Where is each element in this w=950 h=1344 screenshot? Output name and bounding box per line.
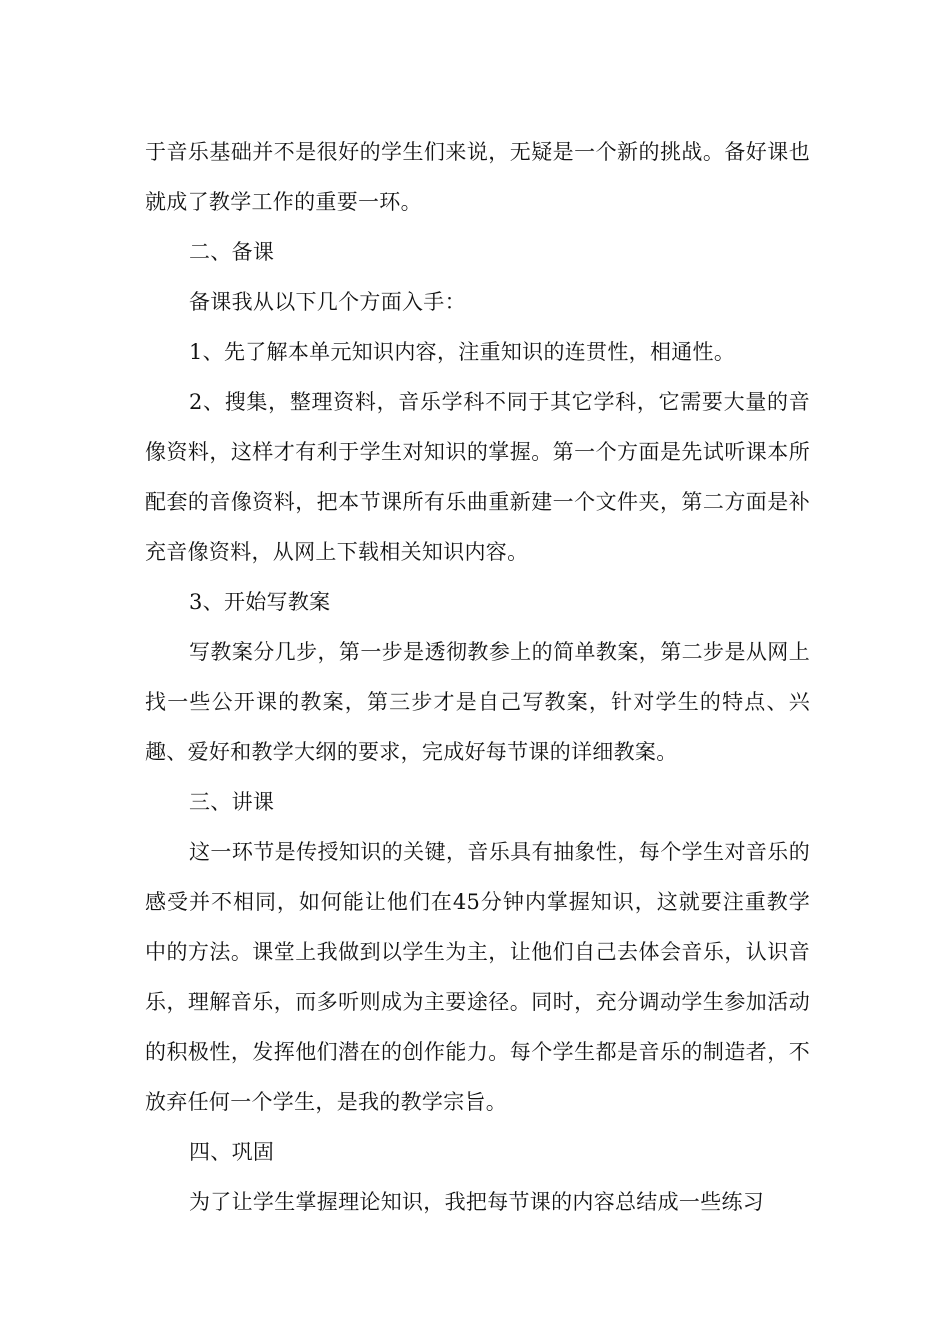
paragraph-prep-item-2: 2、搜集，整理资料，音乐学科不同于其它学科，它需要大量的音像资料，这样才有利于学生对知识的掌握。第一个方面是先试听课本所配套的音像资料，把本节课所有乐曲重新建一个文件夹，第二方面是补充音像资料，从网上下载相关知识内容。 <box>145 390 810 564</box>
heading-section-2: 二、备课 <box>189 240 275 264</box>
heading-section-3: 三、讲课 <box>189 790 275 814</box>
paragraph-intro-continuation: 于音乐基础并不是很好的学生们来说，无疑是一个新的挑战。备好课也就成了教学工作的重要一环。 <box>145 140 810 214</box>
paragraph-prep-intro: 备课我从以下几个方面入手： <box>189 290 466 314</box>
paragraph-prep-item-1: 1、先了解本单元知识内容，注重知识的连贯性，相通性。 <box>189 340 736 364</box>
paragraph-teaching: 这一环节是传授知识的关键，音乐具有抽象性，每个学生对音乐的感受并不相同，如何能让他们在45分钟内掌握知识，这就要注重教学中的方法。课堂上我做到以学生为主，让他们自己去体会音乐，认识音乐，理解音乐，而多听则成为主要途径。同时，充分调动学生参加活动的积极性，发挥他们潜在的创作能力。每个学生都是音乐的制造者，不放弃任何一个学生，是我的教学宗旨。 <box>145 840 810 1114</box>
paragraph-consolidation: 为了让学生掌握理论知识，我把每节课的内容总结成一些练习 <box>189 1190 765 1214</box>
paragraph-prep-item-3: 3、开始写教案 <box>189 590 331 614</box>
paragraph-lesson-plan: 写教案分几步，第一步是透彻教参上的简单教案，第二步是从网上找一些公开课的教案，第三步才是自己写教案，针对学生的特点、兴趣、爱好和教学大纲的要求，完成好每节课的详细教案。 <box>145 640 810 764</box>
heading-section-4: 四、巩固 <box>189 1140 275 1164</box>
